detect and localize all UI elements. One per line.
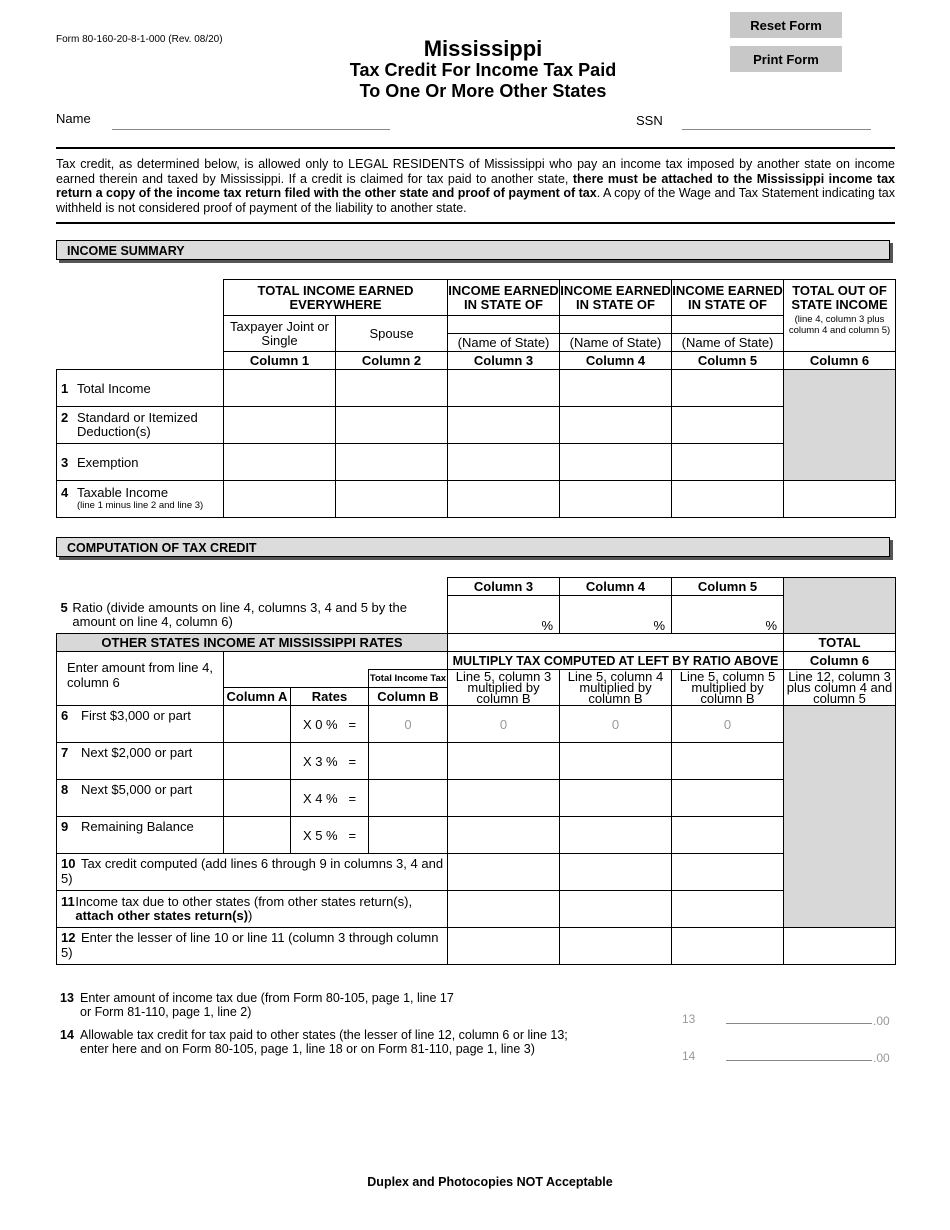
line-14-label: [60, 1028, 568, 1056]
divider: [56, 147, 895, 149]
note-col4: Line 5, column 4 multiplied by column B: [560, 670, 672, 706]
table-row: [57, 928, 896, 965]
line-label: Next $5,000 or part: [81, 782, 193, 797]
line3-col5-input[interactable]: [672, 444, 784, 481]
line4-col2-input[interactable]: [336, 481, 448, 518]
note-col3: Line 5, column 3 multiplied by column B: [448, 670, 560, 706]
shaded-cell: [784, 370, 896, 481]
line-label: Enter amount of income tax due (from Form 80-105, page 1, line 17: [80, 991, 454, 1005]
percent-sign: %: [765, 618, 777, 633]
form-number: Form 80-160-20-8-1-000 (Rev. 08/20): [56, 34, 223, 45]
shaded-cell: [784, 706, 896, 928]
line-14-box-label: 14: [682, 1049, 696, 1063]
total-header: TOTAL: [784, 634, 896, 652]
line-number: 12: [61, 930, 76, 945]
column-6-header: Column 6: [784, 352, 896, 370]
rate-value: X 5 %: [302, 827, 338, 843]
reset-form-button[interactable]: Reset Form: [730, 12, 842, 38]
line2-col5-input[interactable]: [672, 407, 784, 444]
line-note: (line 1 minus line 2 and line 3): [77, 500, 204, 511]
line-number: 8: [61, 782, 69, 797]
line-label: Exemption: [77, 454, 139, 470]
column-b-header: Column B: [369, 688, 448, 706]
note-col6: Line 12, column 3 plus column 4 and column 5: [784, 670, 896, 706]
line9-col-a-input[interactable]: [224, 817, 291, 854]
line6-col4-input[interactable]: 0: [560, 706, 672, 743]
line-2-label: [57, 407, 224, 444]
line-label: Remaining Balance: [81, 819, 194, 834]
rate-cell: [291, 780, 369, 817]
line4-col6-input[interactable]: [784, 481, 896, 518]
line-label: First $3,000 or part: [81, 708, 191, 723]
blank-cell: [224, 670, 369, 688]
footer-notice: Duplex and Photocopies NOT Acceptable: [367, 1175, 613, 1189]
total-out-title: TOTAL OUT OF STATE INCOME: [791, 283, 888, 312]
print-form-button[interactable]: Print Form: [730, 46, 842, 72]
line8-col4-input[interactable]: [560, 780, 672, 817]
line11-col3-input[interactable]: [448, 891, 560, 928]
line9-col5-input[interactable]: [672, 817, 784, 854]
table-row: [57, 743, 896, 780]
line6-col5-input[interactable]: 0: [672, 706, 784, 743]
line-9-label: [57, 817, 224, 854]
line-number: 11: [61, 894, 75, 909]
line1-col4-input[interactable]: [560, 370, 672, 407]
line10-col3-input[interactable]: [448, 854, 560, 891]
line-13-input[interactable]: [726, 1023, 872, 1024]
table-row: [57, 370, 896, 407]
line-7-label: [57, 743, 224, 780]
name-label: Name: [56, 111, 91, 126]
state-name-input-col5[interactable]: [672, 316, 784, 334]
line2-col2-input[interactable]: [336, 407, 448, 444]
line-12-label: [57, 928, 448, 965]
line11-col5-input[interactable]: [672, 891, 784, 928]
line-label-end: ): [248, 908, 253, 923]
total-everywhere-header: TOTAL INCOME EARNED EVERYWHERE: [224, 280, 448, 316]
table-row: [57, 854, 896, 891]
state-header-col3: INCOME EARNED IN STATE OF: [448, 280, 560, 316]
line-label: Standard or Itemized Deduction(s): [77, 410, 198, 439]
line7-col5-input[interactable]: [672, 743, 784, 780]
line-10-label: [57, 854, 448, 891]
computation-header: COMPUTATION OF TAX CREDIT: [56, 537, 890, 557]
line3-col4-input[interactable]: [560, 444, 672, 481]
line1-col2-input[interactable]: [336, 370, 448, 407]
line6-col-b-input[interactable]: 0: [369, 706, 448, 743]
comp-column-6-header: Column 6: [784, 652, 896, 670]
line-4-label: [57, 481, 224, 518]
line11-col4-input[interactable]: [560, 891, 672, 928]
line-label-bold: attach other states return(s): [75, 908, 249, 923]
line1-col3-input[interactable]: [448, 370, 560, 407]
shaded-cell: [784, 578, 896, 634]
line8-col3-input[interactable]: [448, 780, 560, 817]
rate-value: X 3 %: [302, 753, 338, 769]
line10-col5-input[interactable]: [672, 854, 784, 891]
line-label: or Form 81-110, page 1, line 2): [80, 1005, 252, 1019]
name-of-state-label: (Name of State): [672, 334, 784, 352]
line12-col3-input[interactable]: [448, 928, 560, 965]
intro-text-1: Tax credit, as determined below, is allowed only to LEGAL RESIDENTS of Mississippi who pay an income tax imposed by another state on income earned therein and taxed by Mississippi. If a credit is claimed for tax paid to another state,: [56, 157, 895, 186]
equals-sign: =: [348, 716, 357, 732]
total-out-note: (line 4, column 3 plus column 4 and column 5): [788, 314, 891, 336]
blank-cell: [224, 652, 448, 670]
line-label: Next $2,000 or part: [81, 745, 193, 760]
equals-sign: =: [348, 753, 357, 769]
equals-sign: =: [348, 827, 357, 843]
multiply-header: MULTIPLY TAX COMPUTED AT LEFT BY RATIO ABOVE: [448, 652, 784, 670]
note-col5: Line 5, column 5 multiplied by column B: [672, 670, 784, 706]
table-row: [57, 817, 896, 854]
line7-col-b-input[interactable]: [369, 743, 448, 780]
line9-col-b-input[interactable]: [369, 817, 448, 854]
line12-col6-input[interactable]: [784, 928, 896, 965]
total-income-tax-header: Total Income Tax: [369, 670, 448, 688]
line6-col3-input[interactable]: 0: [448, 706, 560, 743]
line-label: Total Income: [77, 380, 151, 396]
line-number: 2: [61, 410, 69, 425]
table-row: [57, 706, 896, 743]
rates-header: Rates: [291, 688, 369, 706]
line-label: Allowable tax credit for tax paid to other states (the lesser of line 12, column 6 or line 13;: [80, 1028, 568, 1042]
line-label: Income tax due to other states (from other states return(s),: [75, 894, 413, 909]
taxpayer-header: Taxpayer Joint or Single: [224, 316, 336, 352]
ratio-col5-input[interactable]: [672, 596, 784, 634]
line-14-cents: .00: [873, 1051, 890, 1065]
line4-col5-input[interactable]: [672, 481, 784, 518]
line7-col3-input[interactable]: [448, 743, 560, 780]
income-summary-header: INCOME SUMMARY: [56, 240, 890, 260]
line-label: Ratio (divide amounts on line 4, columns 3, 4 and 5 by the amount on line 4, column 6): [72, 600, 407, 629]
table-row: [57, 481, 896, 518]
line-number: 14: [60, 1028, 74, 1042]
rate-cell: [291, 817, 369, 854]
table-row: [57, 444, 896, 481]
line6-col-a-input[interactable]: [224, 706, 291, 743]
line-14-input[interactable]: [726, 1060, 872, 1061]
ratio-col3-input[interactable]: [448, 596, 560, 634]
column-3-header: Column 3: [448, 352, 560, 370]
column-4-header: Column 4: [560, 352, 672, 370]
ssn-field[interactable]: [682, 129, 871, 130]
column-5-header: Column 5: [672, 352, 784, 370]
divider: [56, 222, 895, 224]
line4-col3-input[interactable]: [448, 481, 560, 518]
line-label: Enter the lesser of line 10 or line 11 (column 3 through column 5): [61, 930, 439, 960]
line-label: enter here and on Form 80-105, page 1, line 18 or on Form 81-110, page 1, line 3): [80, 1042, 535, 1056]
line2-col1-input[interactable]: [224, 407, 336, 444]
comp-column-4-header: Column 4: [560, 578, 672, 596]
computation-table: [56, 577, 896, 965]
line-number: 3: [61, 454, 69, 470]
other-states-header: OTHER STATES INCOME AT MISSISSIPPI RATES: [57, 634, 448, 652]
income-summary-table: [56, 279, 896, 518]
line8-col-a-input[interactable]: [224, 780, 291, 817]
blank-cell: [448, 634, 784, 652]
line-label: Taxable Income: [77, 485, 169, 500]
line-13-box-label: 13: [682, 1012, 696, 1026]
state-header-col4: INCOME EARNED IN STATE OF: [560, 280, 672, 316]
name-of-state-label: (Name of State): [560, 334, 672, 352]
line2-col4-input[interactable]: [560, 407, 672, 444]
percent-sign: %: [541, 618, 553, 633]
line-11-label: [57, 891, 448, 928]
line1-col1-input[interactable]: [224, 370, 336, 407]
name-field[interactable]: [112, 129, 390, 130]
column-1-header: Column 1: [224, 352, 336, 370]
table-row: [57, 407, 896, 444]
rate-value: X 0 %: [302, 716, 338, 732]
line-1-label: [57, 370, 224, 407]
comp-column-5-header: Column 5: [672, 578, 784, 596]
line7-col-a-input[interactable]: [224, 743, 291, 780]
rate-value: X 4 %: [302, 790, 338, 806]
table-row: [57, 891, 896, 928]
line2-col3-input[interactable]: [448, 407, 560, 444]
line9-col4-input[interactable]: [560, 817, 672, 854]
line9-col3-input[interactable]: [448, 817, 560, 854]
line-5-label: [57, 578, 448, 634]
line-number: 9: [61, 819, 69, 834]
line12-col4-input[interactable]: [560, 928, 672, 965]
name-of-state-label: (Name of State): [448, 334, 560, 352]
line-number: 13: [60, 991, 74, 1005]
line-number: 7: [61, 745, 69, 760]
enter-amount-label: Enter amount from line 4, column 6: [57, 652, 224, 706]
spouse-header: Spouse: [336, 316, 448, 352]
line4-col1-input[interactable]: [224, 481, 336, 518]
line-8-label: [57, 780, 224, 817]
rate-cell: [291, 706, 369, 743]
line7-col4-input[interactable]: [560, 743, 672, 780]
line3-col1-input[interactable]: [224, 444, 336, 481]
equals-sign: =: [348, 790, 357, 806]
line-number: 4: [61, 485, 69, 500]
table-row: [57, 780, 896, 817]
line8-col5-input[interactable]: [672, 780, 784, 817]
line1-col5-input[interactable]: [672, 370, 784, 407]
line-6-label: [57, 706, 224, 743]
state-header-col5: INCOME EARNED IN STATE OF: [672, 280, 784, 316]
comp-column-3-header: Column 3: [448, 578, 560, 596]
page-subtitle-2: To One Or More Other States: [359, 81, 607, 101]
intro-text-2: . A copy of the Wage and Tax Statement indicating tax withheld is not considered proof of payment of the liability to another state.: [56, 186, 896, 215]
state-name-input-col4[interactable]: [560, 316, 672, 334]
line-number: 1: [61, 380, 69, 396]
line-number: 6: [61, 708, 69, 723]
line10-col4-input[interactable]: [560, 854, 672, 891]
line-label: Tax credit computed (add lines 6 through 9 in columns 3, 4 and 5): [61, 856, 444, 886]
line4-col4-input[interactable]: [560, 481, 672, 518]
rate-cell: [291, 743, 369, 780]
line12-col5-input[interactable]: [672, 928, 784, 965]
line8-col-b-input[interactable]: [369, 780, 448, 817]
intro-paragraph: [56, 157, 895, 215]
line-3-label: [57, 444, 224, 481]
ratio-col4-input[interactable]: [560, 596, 672, 634]
column-2-header: Column 2: [336, 352, 448, 370]
total-out-header: [784, 280, 896, 352]
line-number: 10: [61, 856, 76, 871]
line-13-label: [60, 991, 454, 1019]
line-number: 5: [60, 600, 68, 615]
ssn-label: SSN: [636, 113, 663, 128]
column-a-header: Column A: [224, 688, 291, 706]
line3-col3-input[interactable]: [448, 444, 560, 481]
percent-sign: %: [653, 618, 665, 633]
page-title: Mississippi: [423, 36, 543, 61]
intro-text-bold: there must be attached to the Mississippi income tax return a copy of the income tax return filed with the other state and proof of payment of tax: [56, 171, 895, 200]
line-13-cents: .00: [873, 1014, 890, 1028]
page-subtitle-1: Tax Credit For Income Tax Paid: [349, 60, 617, 80]
line3-col2-input[interactable]: [336, 444, 448, 481]
state-name-input-col3[interactable]: [448, 316, 560, 334]
